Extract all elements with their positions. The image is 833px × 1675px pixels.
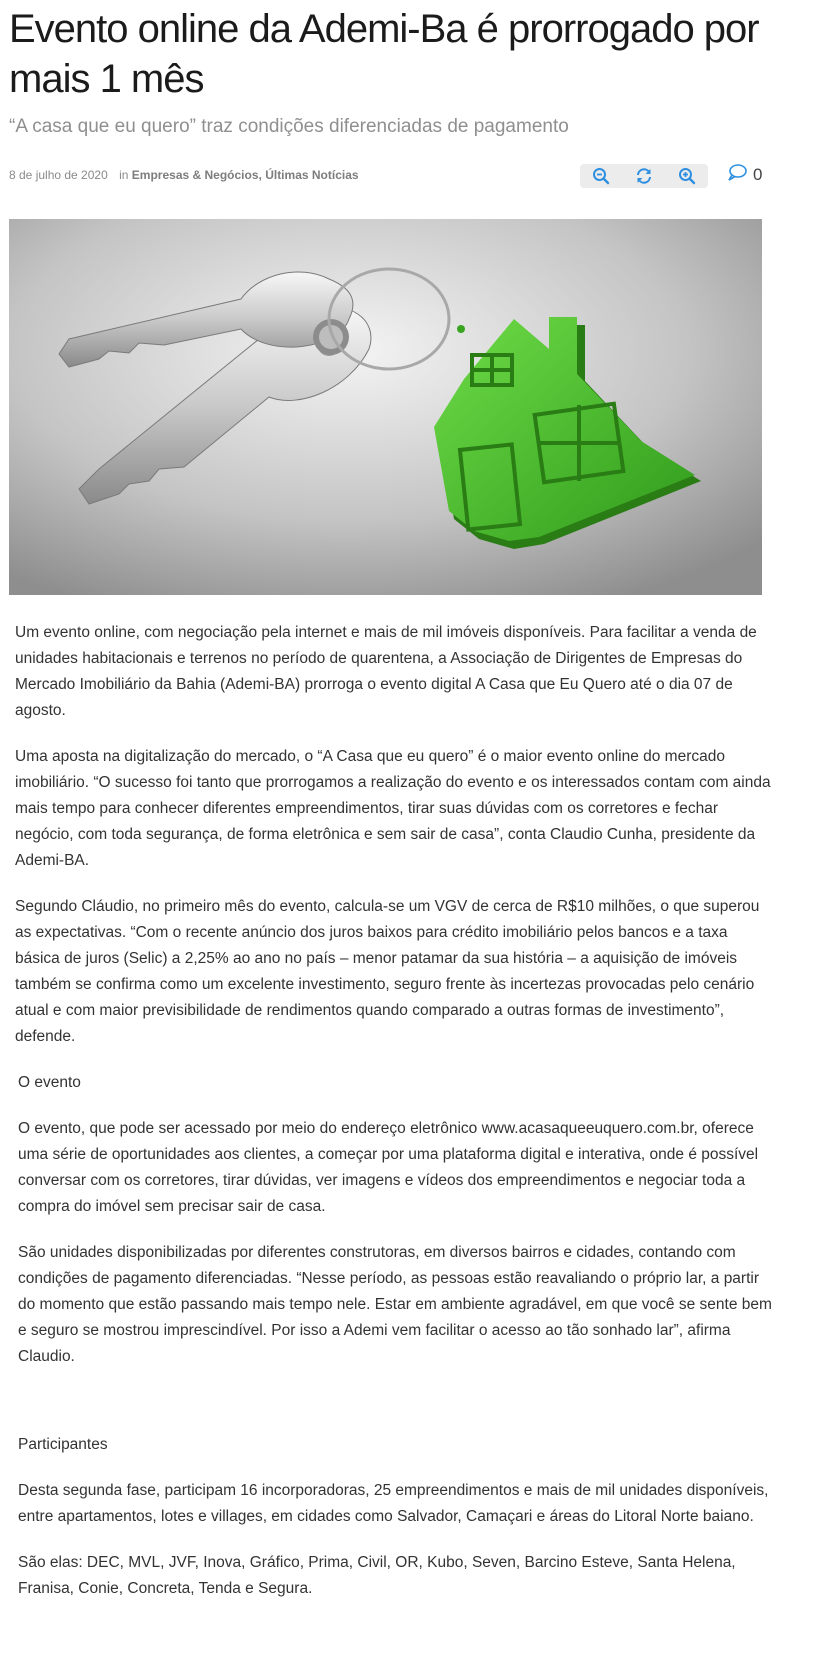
category-link-empresas[interactable]: Empresas & Negócios [131,168,259,182]
comment-count: 0 [753,164,763,184]
publish-date: 8 de julho de 2020 [9,168,108,182]
comments-link[interactable] [727,163,762,186]
zoom-in-icon[interactable] [673,165,701,187]
paragraph: Segundo Cláudio, no primeiro mês do evento, calcula-se um VGV de cerca de R$10 milhões, o que superou as expectativas. “Com o recente anúncio dos juros baixos para crédito imobiliário pelos bancos e a taxa básica de juros (Selic) a 2,25% ao ano no país – menor patamar da sua história – a aquisição de imóveis também se confirma como um excelente investimento, seguro frente às incertezas provocadas pelo cenário atual e com maior previsibilidade de rendimentos quando comparado a outras formas de investimento”, defende. [15,898,760,1045]
in-label: in [119,168,129,182]
article-title: Evento online da Ademi-Ba é prorrogado por mais 1 mês [9,7,759,101]
comment-bubble-icon [727,163,747,186]
article-hero-image [9,219,762,595]
paragraph: Desta segunda fase, participam 16 incorporadoras, 25 empreendimentos e mais de mil unidades disponíveis, entre apartamentos, lotes e villages, em cidades como Salvador, Camaçari e áreas do Litoral Norte baiano. [18,1482,769,1525]
paragraph: São elas: DEC, MVL, JVF, Inova, Gráfico, Prima, Civil, OR, Kubo, Seven, Barcino Esteve, Santa Helena, Franisa, Conie, Concreta, Tenda e Segura. [18,1554,736,1597]
article-subtitle: “A casa que eu quero” traz condições diferenciadas de pagamento [9,116,569,137]
font-size-toolbar [580,164,708,188]
category-separator: , [258,168,266,182]
article-meta [9,168,359,182]
paragraph: Uma aposta na digitalização do mercado, o “A Casa que eu quero” é o maior evento online do mercado imobiliário. “O sucesso foi tanto que prorrogamos a realização do evento e os interessados contam com ainda mais tempo para conhecer diferentes empreendimentos, tirar suas dúvidas com os corretores e fechar negócio, com toda segurança, de forma eletrônica e sem sair de casa”, conta Claudio Cunha, presidente da Ademi-BA. [15,748,771,869]
paragraph: São unidades disponibilizadas por diferentes construtoras, em diversos bairros e cidades, contando com condições de pagamento diferenciadas. “Nesse período, as pessoas estão reavaliando o próprio lar, a partir do momento que estão passando mais tempo nele. Estar em ambiente agradável, em que você se sente bem e seguro se mostrou imprescindível. Por isso a Ademi vem facilitar o acesso ao tão sonhado lar”, afirma Claudio. [18,1244,772,1365]
article-body [15,620,775,1622]
category-link-ultimas[interactable]: Últimas Notícias [265,168,359,182]
section-heading-participantes: Participantes [18,1436,108,1453]
refresh-icon[interactable] [630,165,658,187]
paragraph: Um evento online, com negociação pela internet e mais de mil imóveis disponíveis. Para facilitar a venda de unidades habitacionais e terrenos no período de quarentena, a Associação de Dirigentes de Empresas do Mercado Imobiliário da Bahia (Ademi-BA) prorroga o evento digital A Casa que Eu Quero até o dia 07 de agosto. [15,624,757,719]
paragraph: O evento, que pode ser acessado por meio do endereço eletrônico www.acasaqueeuquero.com.br, oferece uma série de oportunidades aos clientes, a começar por uma plataforma digital e interativa, onde é possível conversar com os corretores, tirar dúvidas, ver imagens e vídeos dos empreendimentos e negociar toda a compra do imóvel sem precisar sair de casa. [18,1120,759,1215]
spacer [15,1390,775,1432]
zoom-out-icon[interactable] [587,165,615,187]
section-heading-o-evento: O evento [18,1074,81,1091]
